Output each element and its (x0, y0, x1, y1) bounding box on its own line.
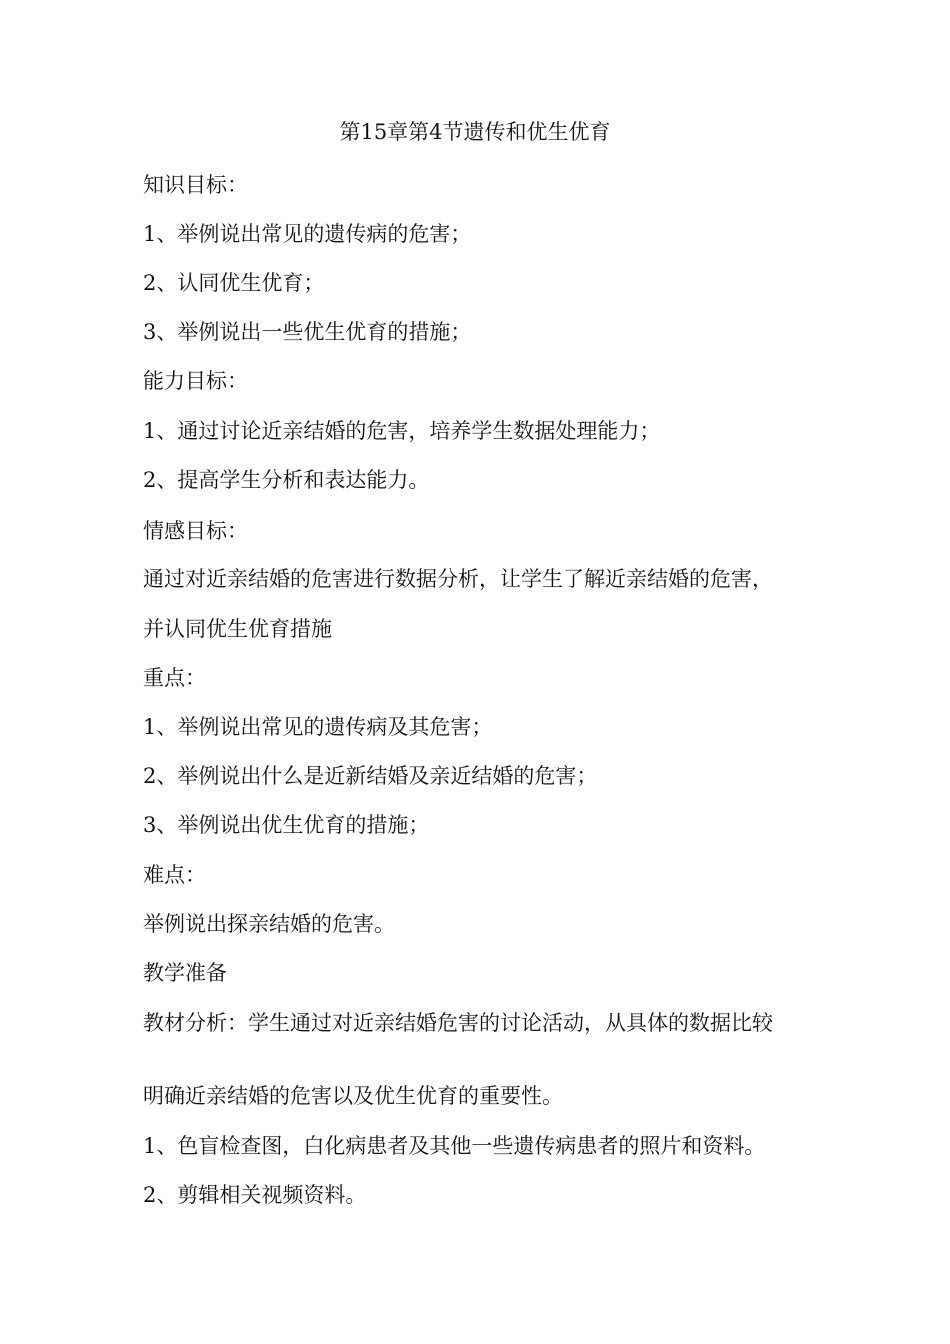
paragraph: 明确近亲结婚的危害以及优生优育的重要性。 (143, 1084, 563, 1108)
paragraph: 2、举例说出什么是近新结婚及亲近结婚的危害； (143, 764, 598, 788)
paragraph: 1、通过讨论近亲结婚的危害，培养学生数据处理能力； (143, 419, 661, 443)
paragraph: 举例说出探亲结婚的危害。 (143, 912, 395, 936)
section-heading-ability: 能力目标： (143, 369, 248, 393)
paragraph: 2、提高学生分析和表达能力。 (143, 468, 430, 492)
section-heading-preparation: 教学准备 (143, 961, 227, 985)
section-heading-key-points: 重点： (143, 666, 206, 690)
paragraph: 1、色盲检查图，白化病患者及其他一些遗传病患者的照片和资料。 (143, 1134, 766, 1158)
paragraph: 通过对近亲结婚的危害进行数据分析，让学生了解近亲结婚的危害， (143, 567, 773, 591)
document-title: 第15章第4节遗传和优生优育 (339, 120, 611, 144)
paragraph: 1、举例说出常见的遗传病及其危害； (143, 715, 493, 739)
paragraph: 2、剪辑相关视频资料。 (143, 1183, 367, 1207)
section-heading-difficulties: 难点： (143, 863, 206, 887)
section-heading-emotion: 情感目标： (143, 519, 248, 543)
paragraph: 2、认同优生优育； (143, 271, 325, 295)
paragraph: 教材分析：学生通过对近亲结婚危害的讨论活动，从具体的数据比较 (143, 1011, 773, 1035)
paragraph: 3、举例说出一些优生优育的措施； (143, 320, 472, 344)
paragraph: 3、举例说出优生优育的措施； (143, 813, 430, 837)
section-heading-knowledge: 知识目标： (143, 173, 248, 197)
paragraph: 并认同优生优育措施 (143, 617, 332, 641)
paragraph: 1、举例说出常见的遗传病的危害； (143, 222, 472, 246)
